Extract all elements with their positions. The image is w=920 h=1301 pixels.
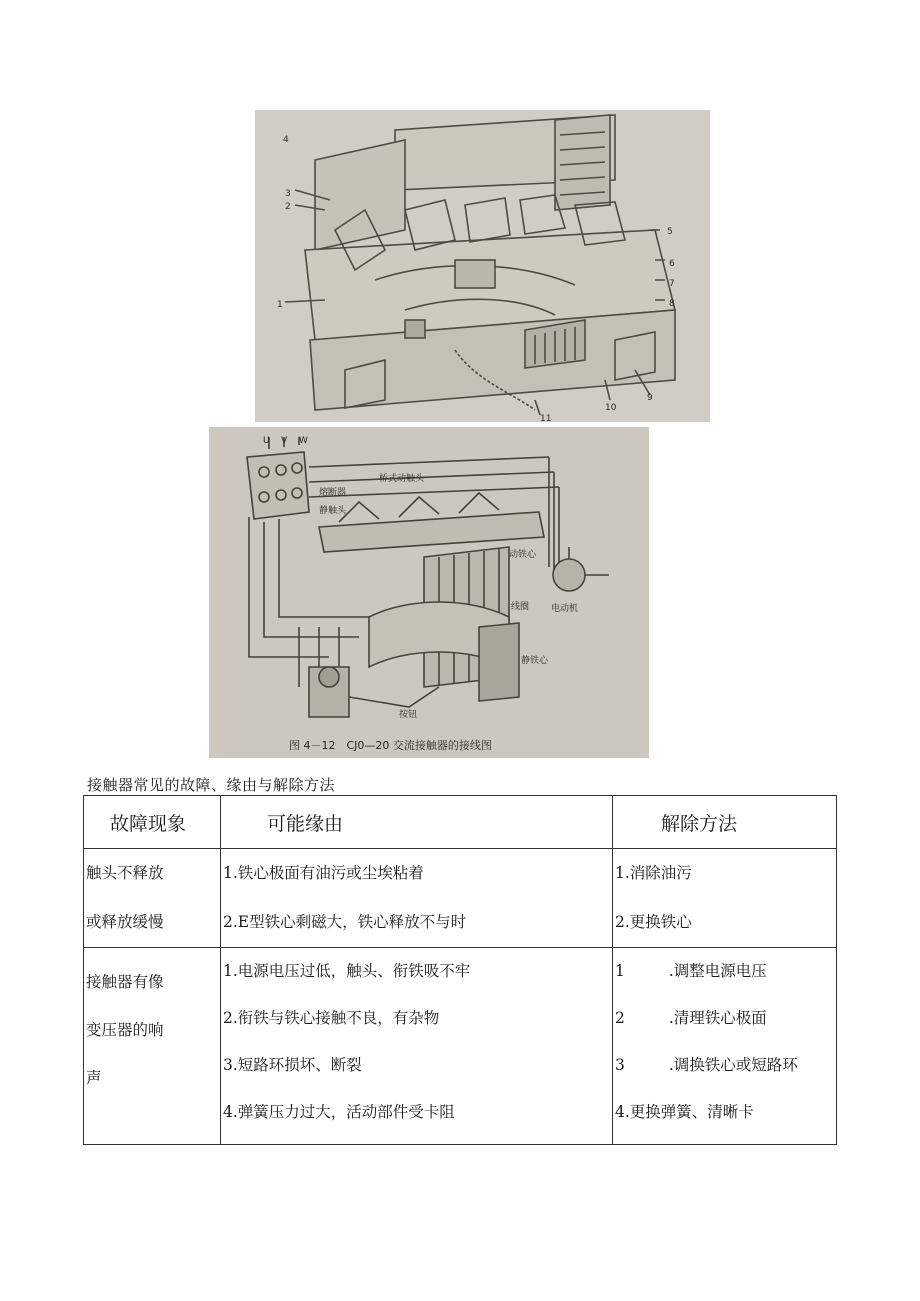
wiring-diagram-photo [209, 427, 649, 758]
fix-number: 3 [615, 1056, 625, 1074]
cause-line: 1.电源电压过低，触头、衔铁吸不牢 [223, 962, 471, 980]
fig1-label: 5 [667, 227, 673, 237]
cause-line: 1.铁心极面有油污或尘埃粘着 [223, 864, 424, 882]
causes-cell [221, 849, 613, 948]
fig2-label-v: V [281, 436, 288, 446]
fix-line [613, 948, 836, 995]
phenomenon-line: 或释放缓慢 [86, 913, 164, 931]
fig2-label-motor: 电动机 [551, 604, 579, 614]
fig2-label-static-core: 静铁心 [521, 656, 549, 666]
fig2-label-bridge-contact: 桥式动触头 [379, 474, 425, 484]
fig1-label: 1 [277, 300, 283, 310]
phenomenon-cell [84, 948, 221, 1145]
fig2-label-fuse: 熔断器 [319, 488, 347, 498]
fix-line: 1.消除油污 [615, 864, 692, 882]
cause-line: 2.衔铁与铁心接触不良，有杂物 [223, 1009, 440, 1027]
fix-number: 1 [615, 962, 625, 980]
fig2-label-static-contact: 静触头 [319, 506, 347, 516]
phenomenon-line: 接触器有像 [86, 973, 164, 991]
fix-text: .更换弹簧、清晰卡 [624, 1103, 754, 1121]
figure-caption: 图 4－12 CJ0—20 交流接触器的接线图 [289, 739, 492, 752]
causes-cell [221, 948, 613, 1145]
fig2-label-button: 按钮 [399, 710, 418, 720]
fig2-label-u: U [263, 436, 270, 446]
cause-line: 2.E型铁心剩磁大，铁心释放不与时 [223, 913, 467, 931]
fix-number: 2 [615, 1009, 625, 1027]
fault-table [83, 795, 837, 1145]
header-phenomenon: 故障现象 [84, 796, 221, 849]
fig1-label: 4 [283, 135, 289, 145]
fix-number: 4 [615, 1103, 625, 1121]
fig1-label: 8 [669, 299, 675, 309]
fix-text: .清理铁心极面 [668, 1009, 767, 1027]
contactor-photo [255, 110, 710, 422]
fixes-cell [613, 849, 837, 948]
fig1-label: 2 [285, 202, 291, 212]
table-intro-text: 接触器常见的故障、缘由与解除方法 [87, 776, 336, 794]
fig1-label: 9 [647, 393, 653, 403]
header-causes: 可能缘由 [221, 796, 613, 849]
table-header-row [84, 796, 837, 849]
fig1-label: 11 [540, 414, 552, 422]
phenomenon-cell [84, 849, 221, 948]
cause-line: 3.短路环损坏、断裂 [223, 1056, 362, 1074]
fig1-label: 10 [605, 403, 617, 413]
fixes-cell [613, 948, 837, 1145]
table-row [84, 849, 837, 948]
fix-text: .调换铁心或短路环 [668, 1056, 798, 1074]
fig1-label: 6 [669, 259, 675, 269]
fig1-label: 7 [669, 279, 675, 289]
phenomenon-line: 触头不释放 [86, 864, 164, 882]
fix-line: 2.更换铁心 [615, 913, 692, 931]
cause-line: 4.弹簧压力过大，活动部件受卡阻 [223, 1103, 455, 1121]
fig2-label-w: W [299, 436, 308, 446]
table-row [84, 948, 837, 1145]
fix-line [613, 995, 836, 1042]
phenomenon-line: 变压器的响 [86, 1021, 164, 1039]
phenomenon-line: 声 [86, 1069, 102, 1087]
fig2-label-moving-core: 动铁心 [509, 550, 537, 560]
fix-text: .调整电源电压 [668, 962, 767, 980]
fig1-label: 3 [285, 189, 291, 199]
fix-line [613, 1089, 836, 1136]
header-fixes: 解除方法 [613, 796, 837, 849]
fig2-label-coil: 线圈 [511, 602, 530, 612]
fix-line [613, 1042, 836, 1089]
